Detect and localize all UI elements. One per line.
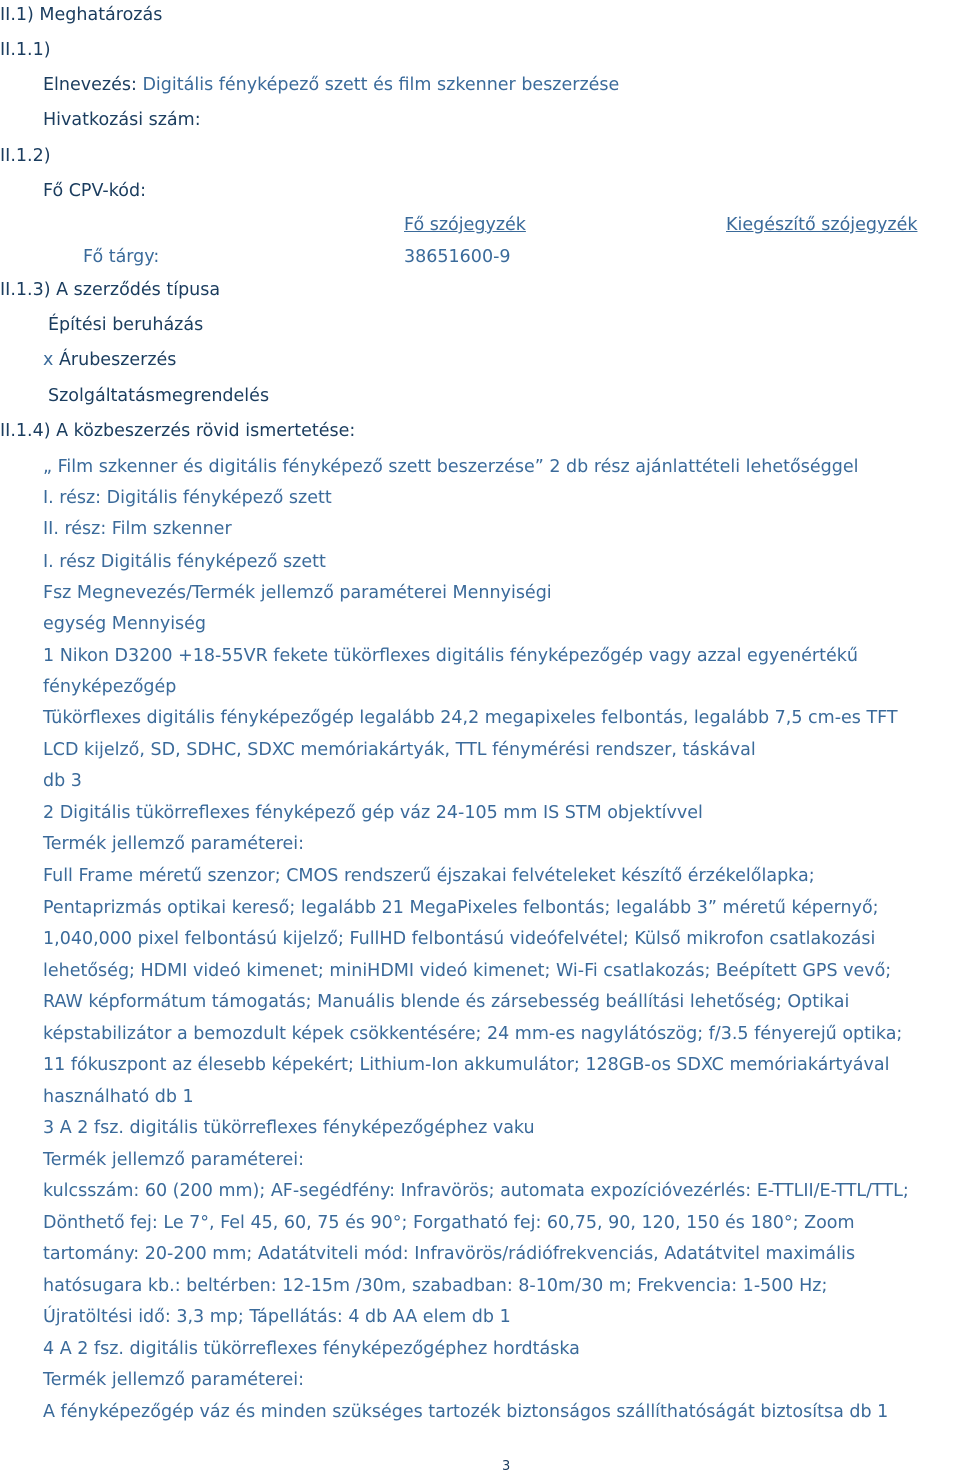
body-line: RAW képformátum támogatás; Manuális blende és zársebesség beállítási lehetőség; Optikai — [43, 992, 850, 1012]
section-number: II.1.1) — [0, 40, 51, 60]
body-line: Újratöltési idő: 3,3 mp; Tápellátás: 4 db AA elem db 1 — [43, 1307, 511, 1327]
section-number: II.1.2) — [0, 146, 51, 166]
body-line: fényképezőgép — [43, 677, 177, 697]
body-line: Tükörflexes digitális fényképezőgép legalább 24,2 megapixeles felbontás, legalább 7,5 cm-es TFT — [43, 708, 898, 728]
option-services: Szolgáltatásmegrendelés — [48, 386, 270, 406]
body-line: I. rész Digitális fényképező szett — [43, 552, 326, 572]
body-line: tartomány: 20-200 mm; Adatátviteli mód: Infravörös/rádiófrekvenciás, Adatátvitel maximális — [43, 1244, 856, 1264]
body-line: Termék jellemző paraméterei: — [43, 1150, 305, 1170]
body-line: I. rész: Digitális fényképező szett — [43, 488, 332, 508]
body-line: hatósugara kb.: beltérben: 12-15m /30m, szabadban: 8-10m/30 m; Frekvencia: 1-500 Hz; — [43, 1276, 828, 1296]
body-line: A fényképezőgép váz és minden szükséges tartozék biztonságos szállíthatóságát biztosítsa db 1 — [43, 1402, 889, 1422]
body-line: db 3 — [43, 771, 82, 791]
body-line: II. rész: Film szkenner — [43, 519, 232, 539]
body-line: Termék jellemző paraméterei: — [43, 1370, 305, 1390]
body-line: Full Frame méretű szenzor; CMOS rendszerű éjszakai felvételeket készítő érzékelőlapka; — [43, 866, 815, 886]
body-line: „ Film szkenner és digitális fényképező szett beszerzése” 2 db rész ajánlattételi lehetőséggel — [43, 457, 859, 477]
body-line: egység Mennyiség — [43, 614, 207, 634]
main-object-label: Fő tárgy: — [83, 247, 160, 267]
body-line: kulcsszám: 60 (200 mm); AF-segédfény: Infravörös; automata expozícióvezérlés: E-TTLII/E-TTL/TTL; — [43, 1181, 909, 1201]
option-works: Építési beruházás — [48, 315, 204, 335]
cpv-label: Fő CPV-kód: — [43, 181, 146, 201]
checked-mark: x — [43, 350, 54, 370]
body-line: 1,040,000 pixel felbontású kijelző; FullHD felbontású videófelvétel; Külső mikrofon csatlakozási — [43, 929, 876, 949]
contract-type-heading: II.1.3) A szerződés típusa — [0, 280, 221, 300]
supplementary-vocabulary-header: Kiegészítő szójegyzék — [726, 215, 918, 235]
title-label: Elnevezés: — [43, 75, 137, 95]
description-heading: II.1.4) A közbeszerzés rövid ismertetése: — [0, 421, 356, 441]
main-vocabulary-header: Fő szójegyzék — [404, 215, 526, 235]
body-line: képstabilizátor a bemozdult képek csökkentésére; 24 mm-es nagylátószög; f/3.5 fényerejű optika; — [43, 1024, 903, 1044]
body-line: 4 A 2 fsz. digitális tükörreflexes fényképezőgéphez hordtáska — [43, 1339, 580, 1359]
body-line: Fsz Megnevezés/Termék jellemző paraméterei Mennyiségi — [43, 583, 552, 603]
body-line: Pentaprizmás optikai kereső; legalább 21 MegaPixeles felbontás; legalább 3” méretű képernyő; — [43, 898, 879, 918]
title-row — [43, 74, 619, 96]
body-line: 2 Digitális tükörreflexes fényképező gép váz 24-105 mm IS STM objektívvel — [43, 803, 703, 823]
cpv-code: 38651600-9 — [404, 247, 511, 267]
page-number: 3 — [502, 1459, 511, 1474]
body-line: 11 fókuszpont az élesebb képekért; Lithium-Ion akkumulátor; 128GB-os SDXC memóriakártyával — [43, 1055, 890, 1075]
option-supplies-label: Árubeszerzés — [58, 350, 177, 370]
body-line: Termék jellemző paraméterei: — [43, 834, 305, 854]
option-supplies — [43, 349, 176, 371]
reference-label: Hivatkozási szám: — [43, 110, 201, 130]
body-line: 3 A 2 fsz. digitális tükörreflexes fényképezőgéphez vaku — [43, 1118, 535, 1138]
body-line: Dönthető fej: Le 7°, Fel 45, 60, 75 és 90°; Forgatható fej: 60,75, 90, 120, 150 és 180°; Zoom — [43, 1213, 855, 1233]
section-heading: II.1) Meghatározás — [0, 5, 163, 25]
body-line: lehetőség; HDMI videó kimenet; miniHDMI videó kimenet; Wi-Fi csatlakozás; Beépített GPS vevő; — [43, 961, 892, 981]
body-line: 1 Nikon D3200 +18-55VR fekete tükörflexes digitális fényképezőgép vagy azzal egyenértékű — [43, 646, 858, 666]
body-line: használható db 1 — [43, 1087, 194, 1107]
title-value: Digitális fényképező szett és film szkenner beszerzése — [142, 75, 620, 95]
body-line: LCD kijelző, SD, SDHC, SDXC memóriakártyák, TTL fénymérési rendszer, táskával — [43, 740, 756, 760]
